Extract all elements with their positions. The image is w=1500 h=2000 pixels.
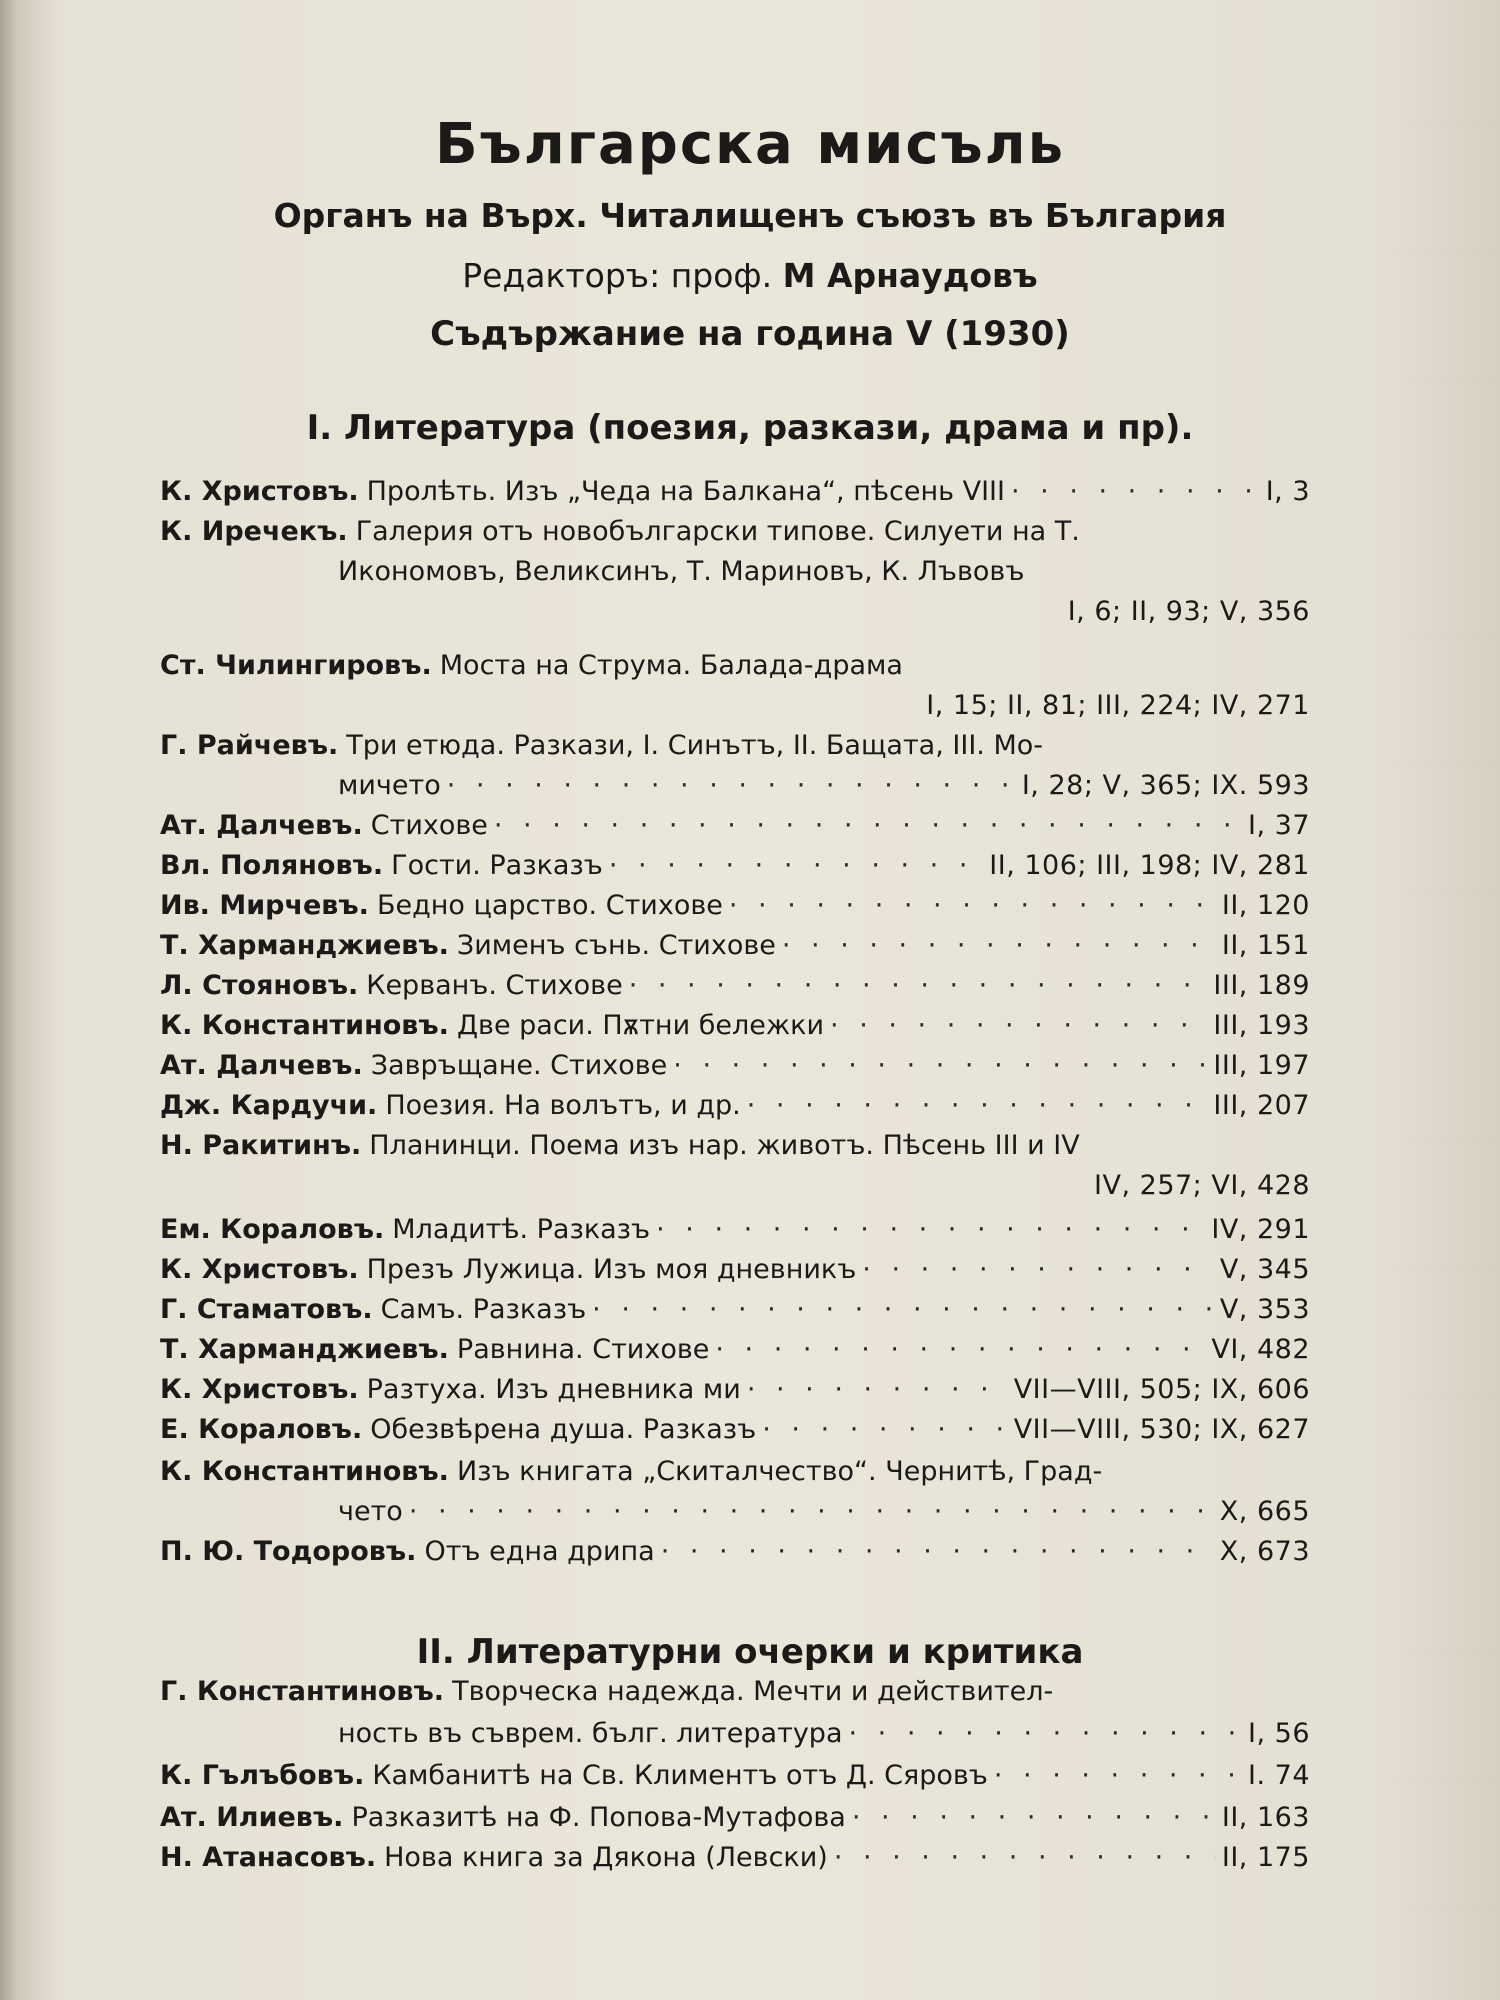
entry-page-ref: I, 6; II, 93; V, 356: [1067, 596, 1310, 627]
contents-entry: [160, 846, 1310, 886]
entry-page-ref: VI, 482: [1211, 1334, 1310, 1365]
leader-dots: [673, 1046, 1207, 1086]
contents-entry: [160, 806, 1310, 846]
contents-entry: [160, 926, 1310, 966]
entry-title: чето: [338, 1496, 403, 1527]
contents-entry: [160, 886, 1310, 926]
contents-entry: [160, 1838, 1310, 1878]
entry-title: Разтуха. Изъ дневника ми: [366, 1374, 741, 1405]
entry-page-ref: I, 3: [1265, 476, 1310, 507]
contents-entry: [160, 1370, 1310, 1410]
entry-page-ref: III, 193: [1213, 1010, 1310, 1041]
contents-entry: [338, 1714, 1310, 1754]
entry-title: Нова книга за Дякона (Левски): [384, 1842, 828, 1873]
entry-author: Ем. Кораловъ.: [160, 1214, 385, 1245]
entry-page-ref: I, 28; V, 365; IX. 593: [1021, 770, 1310, 801]
entry-title: Поезия. На волътъ, и др.: [385, 1090, 741, 1121]
entry-author: К. Константиновъ.: [160, 1010, 449, 1041]
entry-title: Обезвѣрена душа. Разказъ: [370, 1414, 757, 1445]
entry-author: Ст. Чилингировъ.: [160, 650, 432, 681]
editor-label: Редакторъ: проф.: [462, 256, 773, 295]
entry-title: Завръщане. Стихове: [370, 1050, 668, 1081]
entry-title: Три етюда. Разкази, I. Синътъ, II. Бащата, III. Мо-: [346, 730, 1044, 761]
entry-author: Т. Харманджиевъ.: [160, 1334, 449, 1365]
contents-entry: [160, 1532, 1310, 1572]
entry-page-ref: II, 175: [1221, 1842, 1310, 1873]
entry-title: Камбанитѣ на Св. Климентъ отъ Д. Сяровъ: [372, 1760, 988, 1791]
entry-page-ref: IV, 257; VI, 428: [1094, 1170, 1310, 1201]
contents-heading: Съдържание на година V (1930): [430, 314, 1070, 354]
leader-dots: [494, 806, 1242, 846]
entry-author: К. Христовъ.: [160, 1254, 359, 1285]
entry-title: Пролѣть. Изъ „Чеда на Балкана“, пѣсень VIII: [366, 476, 1005, 507]
contents-entry: [160, 1006, 1310, 1046]
entry-author: Т. Харманджиевъ.: [160, 930, 449, 961]
entry-author: К. Константиновъ.: [160, 1456, 449, 1487]
leader-dots: [782, 926, 1216, 966]
contents-entry: [338, 552, 1310, 592]
contents-entry: [338, 766, 1310, 806]
entry-author: П. Ю. Тодоровъ.: [160, 1536, 417, 1567]
contents-entry: [160, 1126, 1310, 1166]
entry-page-ref: I, 15; II, 81; III, 224; IV, 271: [926, 690, 1310, 721]
entry-page-ref: I. 74: [1248, 1760, 1310, 1791]
contents-entry: [160, 726, 1310, 766]
entry-title: Галерия отъ новобългарски типове. Силуети на Т.: [355, 516, 1080, 547]
journal-title: Българска мисъль: [434, 112, 1066, 177]
entry-title: Отъ една дрипа: [424, 1536, 655, 1567]
leader-dots: [834, 1838, 1216, 1878]
contents-entry: [160, 646, 1310, 686]
entry-author: К. Гълъбовъ.: [160, 1760, 365, 1791]
entry-title: Разказитѣ на Ф. Попова-Мутафова: [351, 1802, 846, 1833]
entry-page-ref: V, 353: [1219, 1294, 1310, 1325]
contents-entry: [160, 966, 1310, 1006]
contents-entry: [160, 1290, 1310, 1330]
entry-title: Гости. Разказъ: [391, 850, 603, 881]
journal-organ: Органъ на Върх. Читалищенъ съюзъ въ България: [273, 196, 1227, 235]
entry-page-ref: III, 207: [1213, 1090, 1310, 1121]
contents-entry: [160, 1756, 1310, 1796]
entry-author: Н. Ракитинъ.: [160, 1130, 362, 1161]
entry-title: ность въ съврем. бълг. литература: [338, 1718, 843, 1749]
entry-page-ref: IV, 291: [1211, 1214, 1310, 1245]
contents-entry: [160, 1672, 1310, 1712]
contents-entry: [160, 1210, 1310, 1250]
entry-page-ref: II, 120: [1221, 890, 1310, 921]
entry-author: Ат. Илиевъ.: [160, 1802, 344, 1833]
entry-title: Две раси. Пѫтни бележки: [456, 1010, 825, 1041]
entry-page-ref: V, 345: [1219, 1254, 1310, 1285]
entry-title: Изъ книгата „Скиталчество“. Чернитѣ, Град-: [456, 1456, 1103, 1487]
entry-title: Самъ. Разказъ: [380, 1294, 587, 1325]
entry-page-ref: I, 37: [1248, 810, 1310, 841]
leader-dots: [830, 1006, 1207, 1046]
entry-page-ref: III, 197: [1213, 1050, 1310, 1081]
section-heading: I. Литература (поезия, разкази, драма и пр).: [306, 408, 1194, 448]
contents-entry: [160, 1250, 1310, 1290]
entry-author: Г. Райчевъ.: [160, 730, 339, 761]
editor-name: М Арнаудовъ: [782, 256, 1038, 295]
entry-title: мичето: [338, 770, 441, 801]
leader-dots: [762, 1410, 1007, 1450]
entry-page-ref: X, 665: [1219, 1496, 1310, 1527]
leader-dots: [592, 1290, 1214, 1330]
entry-page-ref: II, 106; III, 198; IV, 281: [989, 850, 1310, 881]
entry-title: Моста на Струма. Балада-драма: [439, 650, 903, 681]
leader-dots: [747, 1370, 1008, 1410]
contents-entry: [160, 1798, 1310, 1838]
entry-author: Е. Кораловъ.: [160, 1414, 363, 1445]
leader-dots: [661, 1532, 1214, 1572]
contents-entry: [160, 512, 1310, 552]
entry-title: Младитѣ. Разказъ: [392, 1214, 651, 1245]
entry-title: Икономовъ, Великсинъ, Т. Мариновъ, К. Лъвовъ: [338, 556, 1025, 587]
leader-dots: [447, 766, 1016, 806]
leader-dots: [852, 1798, 1216, 1838]
contents-entry: [160, 1452, 1310, 1492]
entry-title: Презъ Лужица. Изъ моя дневникъ: [366, 1254, 857, 1285]
leader-dots: [609, 846, 983, 886]
entry-page-ref: X, 673: [1219, 1536, 1310, 1567]
entry-author: К. Иречекъ.: [160, 516, 348, 547]
entry-title: Зименъ сънь. Стихове: [456, 930, 776, 961]
entry-page-ref: III, 189: [1213, 970, 1310, 1001]
entry-author: К. Христовъ.: [160, 1374, 359, 1405]
entry-page-ref: II, 151: [1221, 930, 1310, 961]
leader-dots: [729, 886, 1216, 926]
contents-entry: [160, 1330, 1310, 1370]
leader-dots: [747, 1086, 1208, 1126]
leader-dots: [862, 1250, 1214, 1290]
entry-author: Ат. Далчевъ.: [160, 810, 363, 841]
entry-title: Стихове: [370, 810, 488, 841]
entry-author: Дж. Кардучи.: [160, 1090, 378, 1121]
leader-dots: [409, 1492, 1214, 1532]
entry-author: Л. Стояновъ.: [160, 970, 359, 1001]
entry-author: Вл. Поляновъ.: [160, 850, 384, 881]
entry-author: Г. Константиновъ.: [160, 1676, 445, 1707]
entry-title: Керванъ. Стихове: [366, 970, 623, 1001]
contents-entry: [160, 1410, 1310, 1450]
section-heading: II. Литературни очерки и критика: [416, 1632, 1084, 1672]
contents-entry: [338, 1492, 1310, 1532]
entry-page-ref: VII—VIII, 530; IX, 627: [1013, 1414, 1310, 1445]
entry-page-ref: II, 163: [1221, 1802, 1310, 1833]
leader-dots: [848, 1714, 1242, 1754]
entry-title: Равнина. Стихове: [456, 1334, 710, 1365]
entry-title: Творческа надежда. Мечти и действител-: [452, 1676, 1054, 1707]
contents-entry: [160, 1166, 1310, 1206]
entry-author: Ат. Далчевъ.: [160, 1050, 363, 1081]
entry-author: Ив. Мирчевъ.: [160, 890, 369, 921]
entry-author: К. Христовъ.: [160, 476, 359, 507]
leader-dots: [629, 966, 1208, 1006]
entry-page-ref: I, 56: [1248, 1718, 1310, 1749]
leader-dots: [715, 1330, 1205, 1370]
entry-author: Н. Атанасовъ.: [160, 1842, 377, 1873]
contents-entry: [160, 592, 1310, 632]
leader-dots: [656, 1210, 1205, 1250]
contents-entry: [160, 1046, 1310, 1086]
contents-entry: [160, 686, 1310, 726]
entry-page-ref: VII—VIII, 505; IX, 606: [1013, 1374, 1310, 1405]
entry-author: Г. Стаматовъ.: [160, 1294, 373, 1325]
contents-entry: [160, 472, 1310, 512]
leader-dots: [994, 1756, 1242, 1796]
contents-entry: [160, 1086, 1310, 1126]
leader-dots: [1011, 472, 1260, 512]
entry-title: Планинци. Поема изъ нар. животъ. Пѣсень III и IV: [369, 1130, 1080, 1161]
entry-title: Бедно царство. Стихове: [376, 890, 723, 921]
